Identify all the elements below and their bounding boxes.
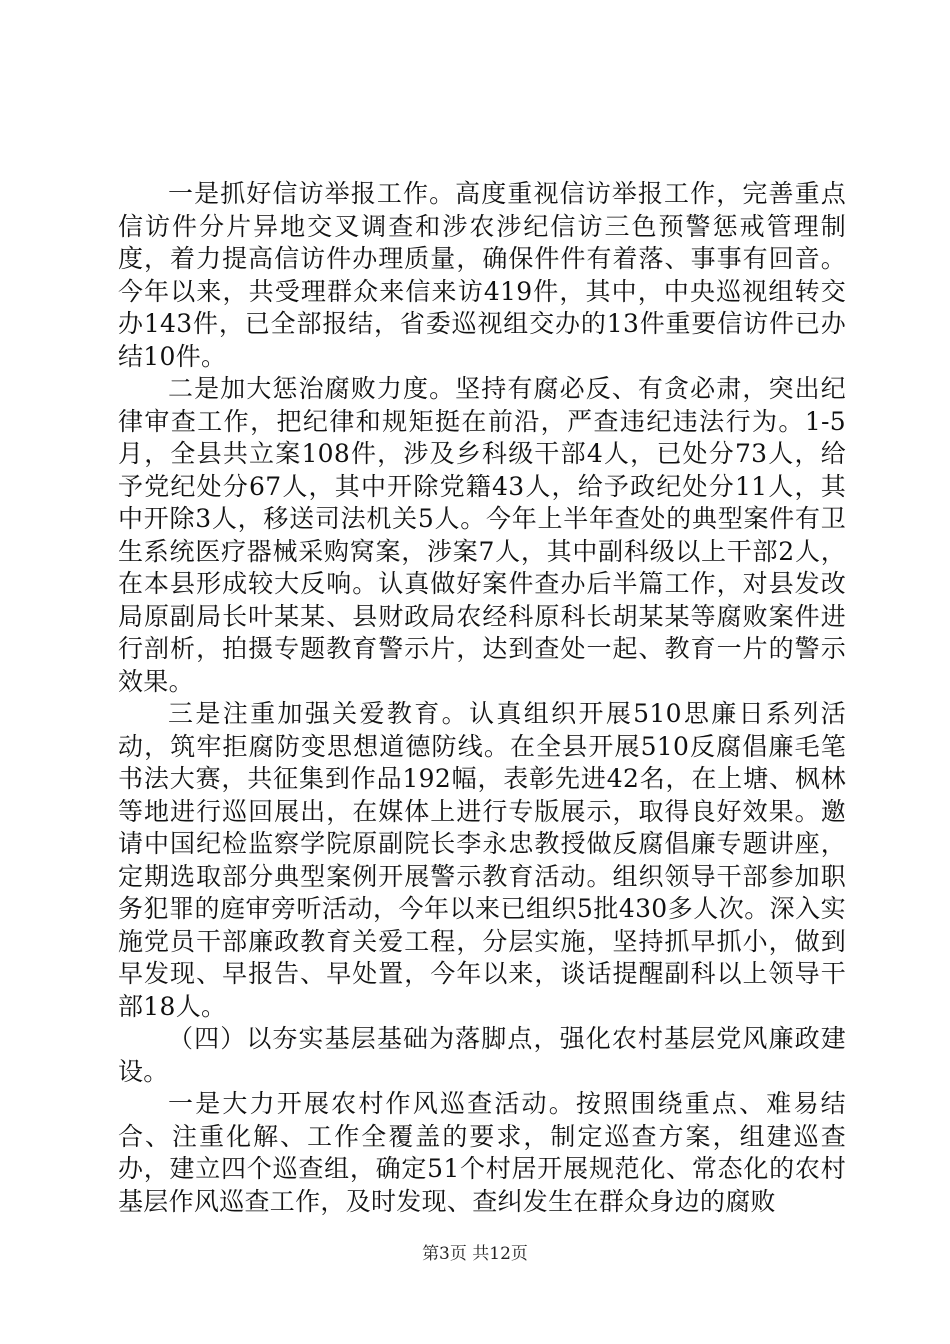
paragraph-anti-corruption: 二是加大惩治腐败力度。坚持有腐必反、有贪必肃，突出纪律审查工作，把纪律和规矩挺在前沿，严查违纪违法行为。1-5月，全县共立案108件，涉及乡科级干部4人，已处分73人，给予党纪处分67人，其中开除党籍43人，给予政纪处分11人，其中开除3人，移送司法机关5人。今年上半年查处的典型案件有卫生系统医疗器械采购窝案，涉案7人，其中副科级以上干部2人，在本县形成较大反响。认真做好案件查办后半篇工作，对县发改局原副局长叶某某、县财政局农经科原科长胡某某等腐败案件进行剖析，拍摄专题教育警示片，达到查处一起、教育一片的警示效果。 (118, 374, 846, 696)
paragraph-care-education: 三是注重加强关爱教育。认真组织开展510思廉日系列活动，筑牢拒腐防变思想道德防线。在全县开展510反腐倡廉毛笔书法大赛，共征集到作品192幅，表彰先进42名，在上塘、枫林等地进行巡回展出，在媒体上进行专版展示，取得良好效果。邀请中国纪检监察学院原副院长李永忠教授做反腐倡廉专题讲座，定期选取部分典型案例开展警示教育活动。组织领导干部参加职务犯罪的庭审旁听活动，今年以来已组织5批430多人次。深入实施党员干部廉政教育关爱工程，分层实施，坚持抓早抓小，做到早发现、早报告、早处置，今年以来，谈话提醒副科以上领导干部18人。 (118, 699, 846, 1021)
page-number-footer: 第3页 共12页 (422, 1244, 528, 1264)
document-body (118, 178, 846, 1218)
paragraph-petition-work: 一是抓好信访举报工作。高度重视信访举报工作，完善重点信访件分片异地交叉调查和涉农涉纪信访三色预警惩戒管理制度，着力提高信访件办理质量，确保件件有着落、事事有回音。今年以来，共受理群众来信来访419件，其中，中央巡视组转交办143件，已全部报结，省委巡视组交办的13件重要信访件已办结10件。 (118, 179, 846, 371)
paragraph-rural-inspection: 一是大力开展农村作风巡查活动。按照围绕重点、难易结合、注重化解、工作全覆盖的要求，制定巡查方案，组建巡查办，建立四个巡查组，确定51个村居开展规范化、常态化的农村基层作风巡查工作，及时发现、查纠发生在群众身边的腐败 (118, 1089, 846, 1216)
section-heading-four: （四）以夯实基层基础为落脚点，强化农村基层党风廉政建设。 (118, 1024, 846, 1086)
